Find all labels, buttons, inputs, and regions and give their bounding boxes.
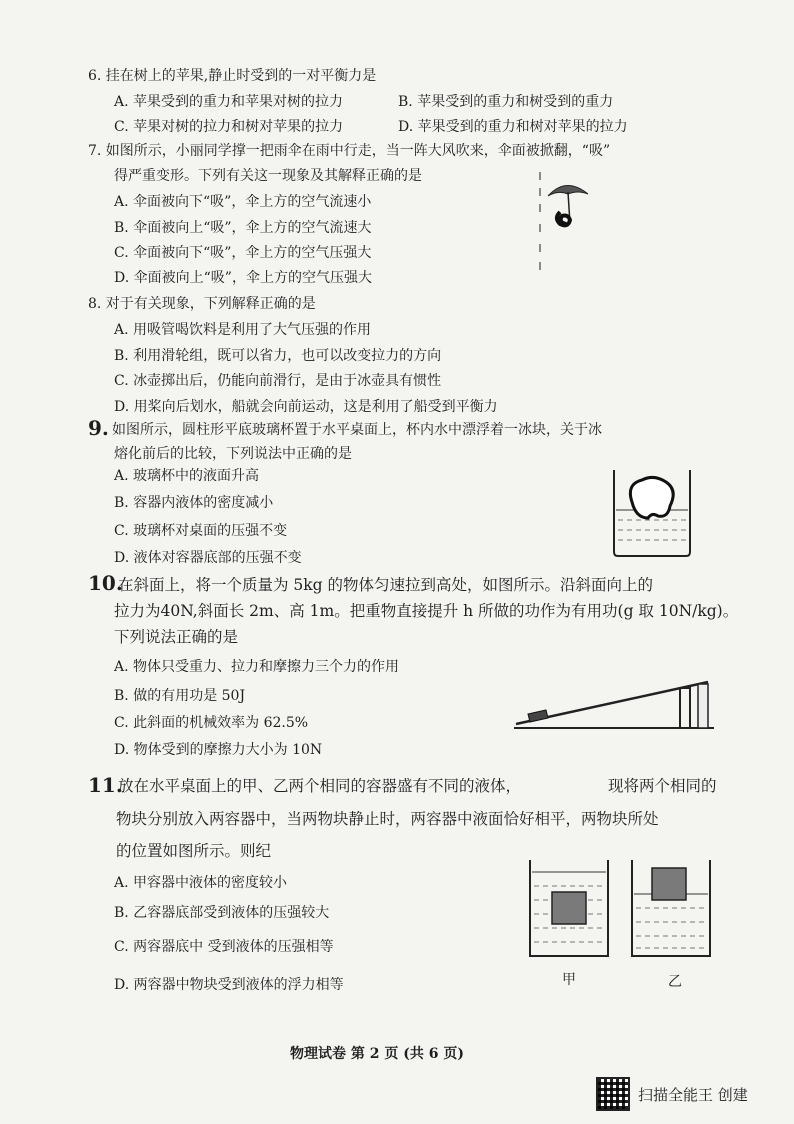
q7-option-b: B. 伞面被向上“吸”，伞上方的空气流速大 xyxy=(114,220,372,236)
q6-stem: 6. 挂在树上的苹果,静止时受到的一对平衡力是 xyxy=(88,68,377,84)
q11-option-c: C. 两容器底中 受到液体的压强相等 xyxy=(114,939,334,955)
q9-number: 9. xyxy=(88,416,109,440)
q7-stem-line2: 得严重变形。下列有关这一现象及其解释正确的是 xyxy=(114,168,422,184)
q10-stem-line1: 在斜面上，将一个质量为 5kg 的物体匀速拉到高处，如图所示。沿斜面向上的 xyxy=(118,576,654,594)
q10-number: 10. xyxy=(88,571,123,595)
q6-option-a: A. 苹果受到的重力和苹果对树的拉力 xyxy=(114,94,344,110)
q9-stem-line2: 熔化前后的比较，下列说法中正确的是 xyxy=(114,446,352,462)
page-footer: 物理试卷 第 2 页 (共 6 页) xyxy=(290,1046,464,1062)
q8-stem: 8. 对于有关现象，下列解释正确的是 xyxy=(88,296,316,312)
q11-option-a: A. 甲容器中液体的密度较小 xyxy=(114,875,288,891)
q7-stem-line1: 7. 如图所示，小丽同学撑一把雨伞在雨中行走，当一阵大风吹来，伞面被掀翻，“吸” xyxy=(88,143,611,159)
q6-option-b: B. 苹果受到的重力和树受到的重力 xyxy=(398,94,614,110)
q11-stem-line3: 的位置如图所示。则纪 xyxy=(116,842,272,860)
q10-option-d: D. 物体受到的摩擦力大小为 10N xyxy=(114,742,323,758)
q11-number: 11. xyxy=(88,773,123,797)
q11-label-jia: 甲 xyxy=(562,972,576,988)
q9-option-a: A. 玻璃杯中的液面升高 xyxy=(114,468,260,484)
containers-figure xyxy=(526,858,716,962)
q9-option-c: C. 玻璃杯对桌面的压强不变 xyxy=(114,523,288,539)
glass-ice-figure xyxy=(608,466,696,558)
q11-stem-line1: 放在水平桌面上的甲、乙两个相同的容器盛有不同的液体， xyxy=(118,777,522,795)
q10-option-c: C. 此斜面的机械效率为 62.5% xyxy=(114,715,309,731)
q8-option-a: A. 用吸管喝饮料是利用了大气压强的作用 xyxy=(114,322,372,338)
q9-option-b: B. 容器内液体的密度减小 xyxy=(114,495,274,511)
q9-stem-line1: 如图所示，圆柱形平底玻璃杯置于水平桌面上，杯内水中漂浮着一冰块，关于冰 xyxy=(112,422,602,438)
q7-option-a: A. 伞面被向下“吸”，伞上方的空气流速小 xyxy=(114,194,372,210)
q6-option-c: C. 苹果对树的拉力和树对苹果的拉力 xyxy=(114,119,344,135)
q8-option-c: C. 冰壶掷出后，仍能向前滑行，是由于冰壶具有惯性 xyxy=(114,373,442,389)
scanner-watermark xyxy=(596,1077,748,1111)
watermark-text: 扫描全能王 创建 xyxy=(638,1085,748,1104)
q10-option-a: A. 物体只受重力、拉力和摩擦力三个力的作用 xyxy=(114,659,400,675)
qr-code-icon xyxy=(596,1077,630,1111)
incline-figure xyxy=(512,672,716,734)
q10-stem-line2: 拉力为40N,斜面长 2m、高 1m。把重物直接提升 h 所做的功作为有用功(g 取 10N/kg)。 xyxy=(114,602,739,620)
q10-stem-line3: 下列说法正确的是 xyxy=(114,628,239,646)
q8-option-b: B. 利用滑轮组，既可以省力，也可以改变拉力的方向 xyxy=(114,348,442,364)
umbrella-figure xyxy=(534,168,604,276)
q11-stem-line1-end: 现将两个相同的 xyxy=(608,777,717,795)
q8-option-d: D. 用桨向后划水，船就会向前运动，这是利用了船受到平衡力 xyxy=(114,399,498,415)
q6-option-d: D. 苹果受到的重力和树对苹果的拉力 xyxy=(398,119,628,135)
q11-label-yi: 乙 xyxy=(668,974,682,990)
q9-option-d: D. 液体对容器底部的压强不变 xyxy=(114,550,302,566)
q7-option-d: D. 伞面被向上“吸”，伞上方的空气压强大 xyxy=(114,270,372,286)
q11-option-b: B. 乙容器底部受到液体的压强较大 xyxy=(114,905,330,921)
q11-option-d: D. 两容器中物块受到液体的浮力相等 xyxy=(114,977,344,993)
q7-option-c: C. 伞面被向下“吸”，伞上方的空气压强大 xyxy=(114,245,372,261)
q11-stem-line2: 物块分别放入两容器中，当两物块静止时，两容器中液面恰好相平，两物块所处 xyxy=(116,810,659,828)
q10-option-b: B. 做的有用功是 50J xyxy=(114,688,246,704)
